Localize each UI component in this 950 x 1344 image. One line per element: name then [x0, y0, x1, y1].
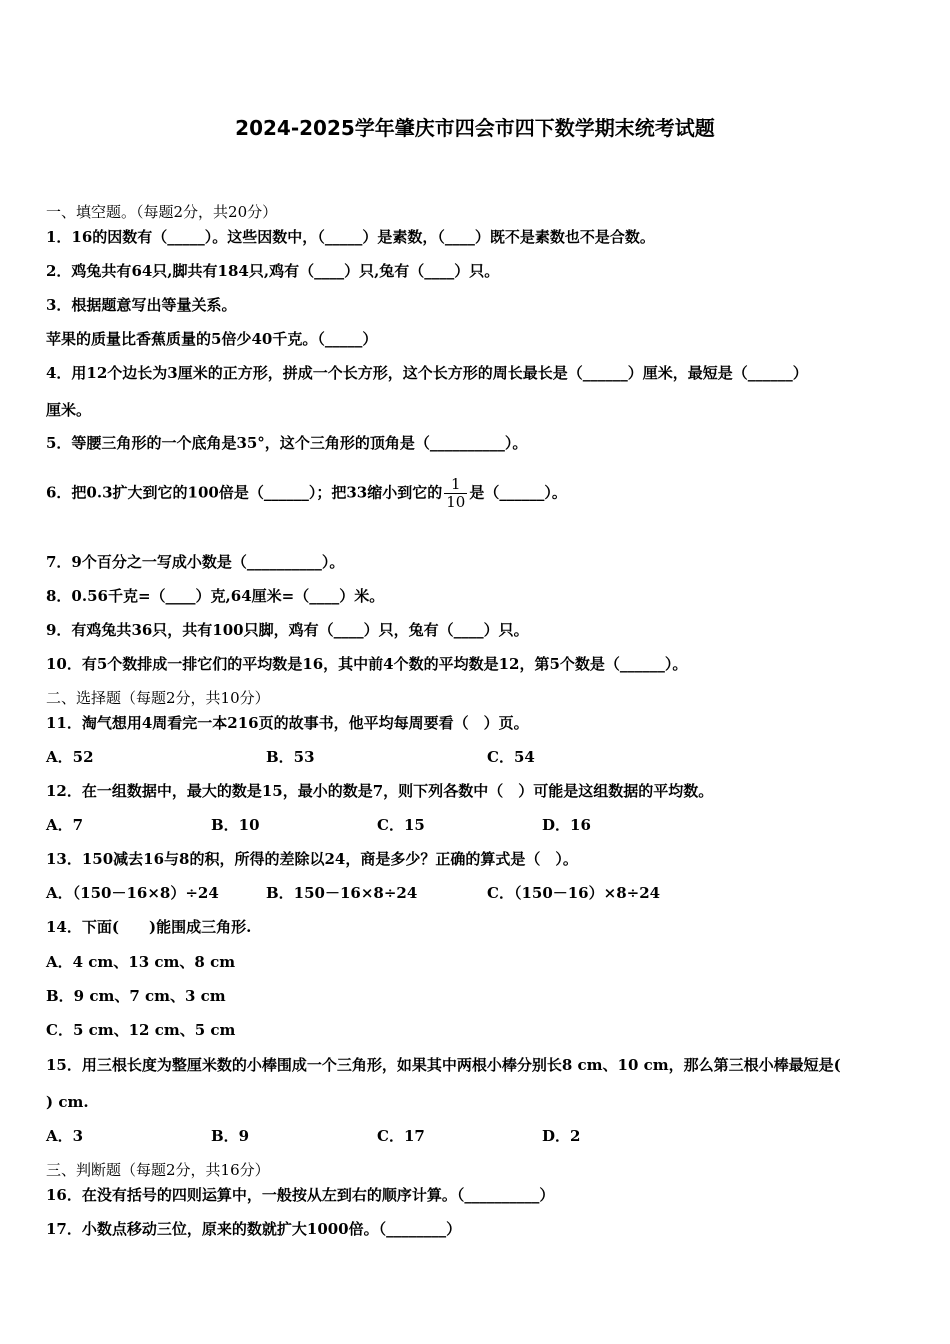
page-title: 2024-2025学年肇庆市四会市四下数学期末统考试题 — [235, 116, 715, 140]
question-12: 12．在一组数据中，最大的数是15，最小的数是7，则下列各数中（ ）可能是这组数据的平均数。 — [46, 782, 714, 800]
q13-option-c: C．（150－16）×8÷24 — [487, 884, 661, 902]
q15-option-a: A．3 — [46, 1127, 84, 1145]
q14-option-c: C．5 cm、12 cm、5 cm — [46, 1021, 236, 1039]
fraction-one-tenth — [444, 476, 467, 511]
question-6 — [46, 476, 567, 511]
q15-option-d: D．2 — [542, 1127, 581, 1145]
question-16: 16．在没有括号的四则运算中，一般按从左到右的顺序计算。（__________） — [46, 1186, 555, 1204]
question-2: 2．鸡兔共有64只,脚共有184只,鸡有（____）只,兔有（____）只。 — [46, 262, 500, 280]
question-11: 11．淘气想用4周看完一本216页的故事书，他平均每周要看（ ）页。 — [46, 714, 529, 732]
question-5: 5．等腰三角形的一个底角是35°，这个三角形的顶角是（__________）。 — [46, 434, 528, 452]
question-7: 7．9个百分之一写成小数是（__________）。 — [46, 553, 345, 571]
question-10: 10．有5个数排成一排它们的平均数是16，其中前4个数的平均数是12，第5个数是（______）。 — [46, 655, 688, 673]
fraction-numerator: 1 — [444, 476, 467, 494]
q13-option-a: A．（150－16×8）÷24 — [46, 884, 219, 902]
question-17: 17．小数点移动三位，原来的数就扩大1000倍。（________） — [46, 1220, 462, 1238]
q12-option-c: C．15 — [377, 816, 425, 834]
fraction-denominator: 10 — [446, 493, 466, 511]
section-heading-multiple-choice: 二、选择题（每题2分，共10分） — [46, 689, 270, 707]
q15-option-b: B．9 — [211, 1127, 250, 1145]
question-6-text-before: 6．把0.3扩大到它的100倍是（______）；把33缩小到它的 — [46, 483, 443, 502]
q12-option-d: D．16 — [542, 816, 591, 834]
question-9: 9．有鸡兔共36只，共有100只脚，鸡有（____）只，兔有（____）只。 — [46, 621, 529, 639]
q14-option-b: B．9 cm、7 cm、3 cm — [46, 987, 226, 1005]
q11-option-c: C．54 — [487, 748, 535, 766]
q14-option-a: A．4 cm、13 cm、8 cm — [46, 953, 236, 971]
q15-option-c: C．17 — [377, 1127, 425, 1145]
question-4: 4．用12个边长为3厘米的正方形，拼成一个长方形，这个长方形的周长最长是（______）厘米，最短是（______） — [46, 364, 808, 382]
question-3: 3．根据题意写出等量关系。 — [46, 296, 237, 314]
q11-option-a: A．52 — [46, 748, 94, 766]
question-8: 8．0.56千克=（____）克,64厘米=（____）米。 — [46, 587, 385, 605]
question-4-continued: 厘米。 — [46, 401, 92, 419]
question-14: 14．下面( )能围成三角形. — [46, 918, 252, 936]
section-heading-fill-blank: 一、填空题。（每题2分，共20分） — [46, 203, 278, 221]
question-6-text-after: 是（______）。 — [469, 483, 567, 502]
q13-option-b: B．150－16×8÷24 — [266, 884, 418, 902]
question-1: 1．16的因数有（_____）。这些因数中，（_____）是素数，（____）既不是素数也不是合数。 — [46, 228, 655, 246]
question-15: 15．用三根长度为整厘米数的小棒围成一个三角形，如果其中两根小棒分别长8 cm、10 cm，那么第三根小棒最短是( — [46, 1056, 841, 1074]
q12-option-b: B．10 — [211, 816, 260, 834]
q11-option-b: B．53 — [266, 748, 315, 766]
q12-option-a: A．7 — [46, 816, 84, 834]
question-13: 13．150减去16与8的积，所得的差除以24，商是多少？正确的算式是（ ）。 — [46, 850, 578, 868]
question-15-continued: ) cm. — [46, 1093, 89, 1111]
question-3-statement: 苹果的质量比香蕉质量的5倍少40千克。（_____） — [46, 330, 378, 348]
section-heading-true-false: 三、判断题（每题2分，共16分） — [46, 1161, 270, 1179]
